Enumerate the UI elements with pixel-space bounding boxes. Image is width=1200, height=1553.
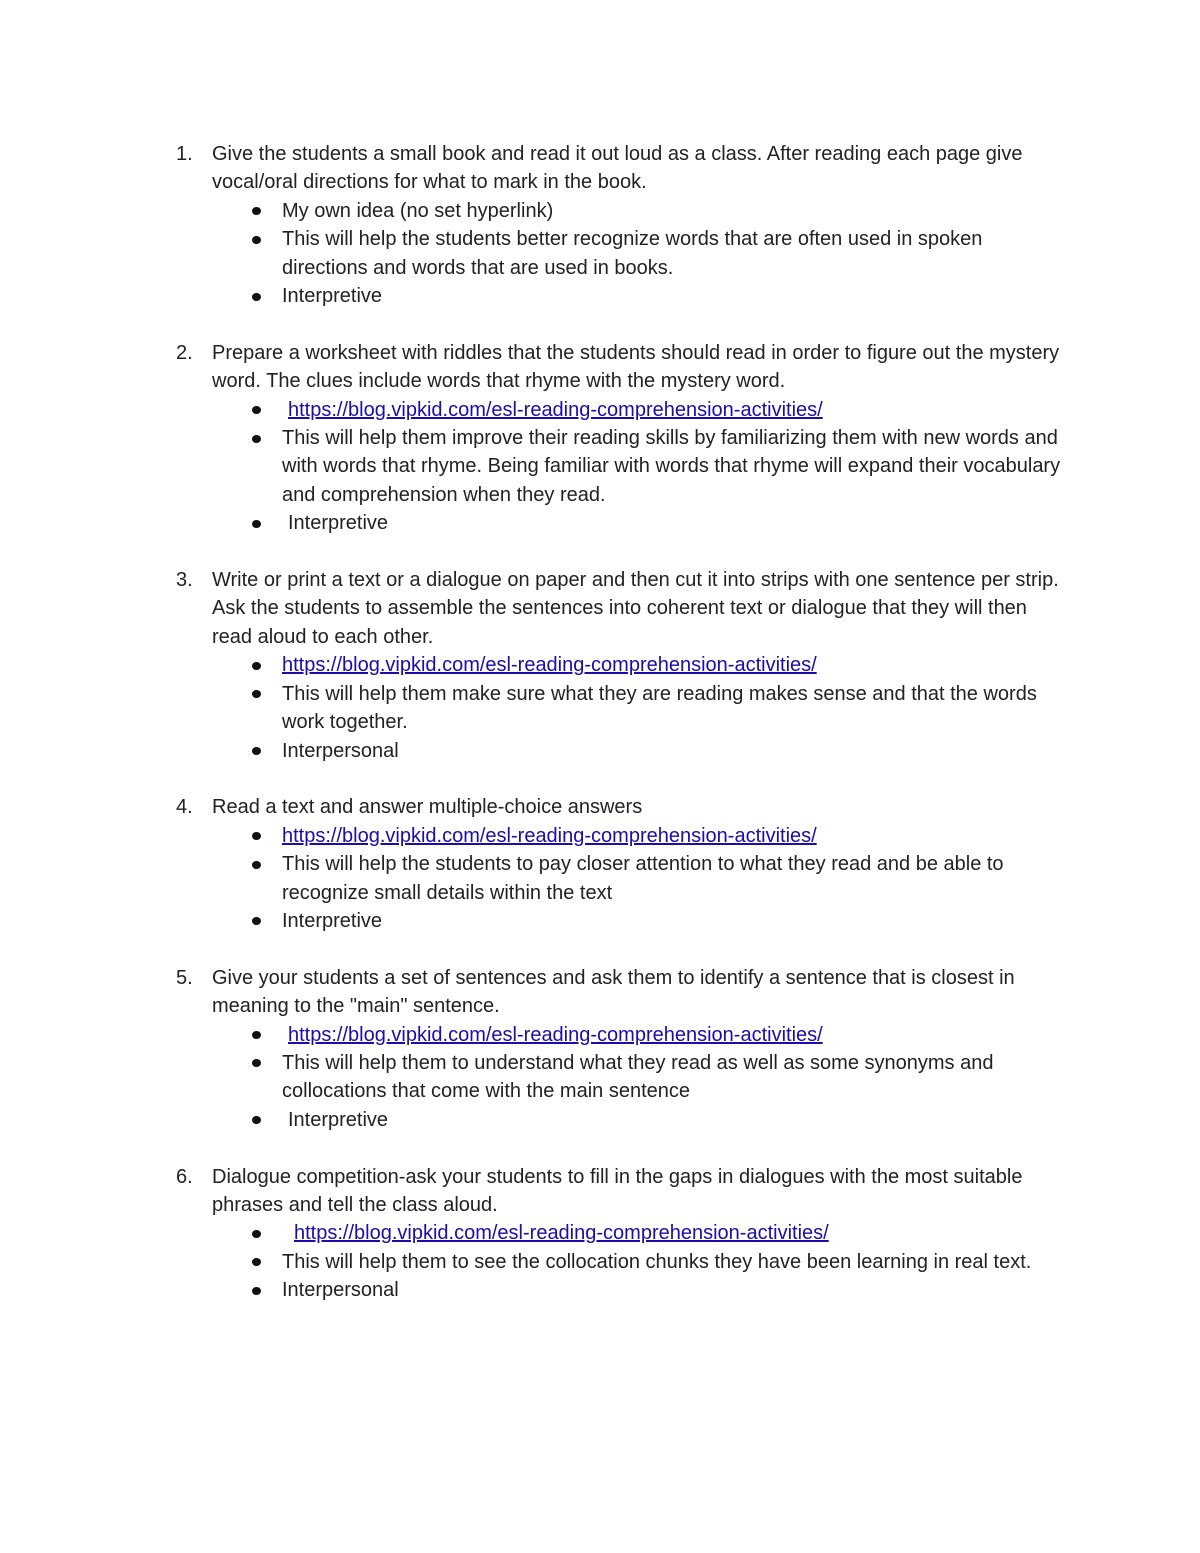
item-body — [212, 964, 1076, 1134]
source-link[interactable]: https://blog.vipkid.com/esl-reading-comprehension-activities/ — [288, 398, 823, 421]
list-item — [176, 1163, 1076, 1305]
list-item — [176, 140, 1076, 310]
source-text: My own idea (no set hyperlink) — [282, 199, 554, 222]
item-details — [212, 197, 1076, 311]
item-number: 5. — [176, 966, 193, 989]
purpose-text: This will help them to understand what they read as well as some synonyms and collocations that come with the main sentence — [282, 1051, 994, 1103]
purpose-text: This will help the students better recognize words that are often used in spoken directions and words that are used in books. — [282, 228, 983, 279]
item-details — [212, 396, 1076, 538]
source-text — [282, 822, 1062, 850]
bullet-icon — [248, 1049, 282, 1077]
bullet-icon — [248, 197, 282, 225]
detail-mode — [248, 282, 1076, 310]
source-link[interactable]: https://blog.vipkid.com/esl-reading-comprehension-activities/ — [294, 1222, 829, 1245]
detail-source — [248, 651, 1076, 679]
bullet-icon — [248, 850, 282, 878]
source-text — [282, 651, 1062, 679]
item-body — [212, 339, 1076, 538]
detail-mode — [248, 509, 1076, 537]
item-description: Dialogue competition-ask your students to fill in the gaps in dialogues with the most suitable phrases and tell the class aloud. — [212, 1165, 1023, 1216]
mode-text: Interpretive — [288, 512, 389, 535]
item-description: Prepare a worksheet with riddles that the students should read in order to figure out the mystery word. The clues include words that rhyme with the mystery word. — [212, 341, 1060, 393]
detail-purpose — [248, 225, 1076, 282]
detail-mode — [248, 737, 1076, 765]
item-number: 6. — [176, 1165, 193, 1188]
detail-source — [248, 1219, 1076, 1247]
item-body — [212, 566, 1076, 765]
item-details — [212, 822, 1076, 936]
mode-text: Interpretive — [282, 285, 383, 308]
mode-text: Interpretive — [288, 1108, 389, 1131]
item-description: Write or print a text or a dialogue on paper and then cut it into strips with one sentence per strip. Ask the students to assemble the sentences into coherent text or dialogue that they will then read aloud to each other. — [212, 569, 1059, 648]
bullet-icon — [248, 737, 282, 765]
bullet-icon — [248, 1248, 282, 1276]
bullet-icon — [248, 509, 282, 537]
activity-list — [176, 140, 1076, 1333]
list-item — [176, 793, 1076, 935]
bullet-icon — [248, 907, 282, 935]
bullet-icon — [248, 225, 282, 253]
item-details — [212, 651, 1076, 765]
mode-text: Interpersonal — [282, 1279, 399, 1302]
item-details — [212, 1021, 1076, 1135]
detail-purpose — [248, 424, 1076, 509]
source-text — [282, 1219, 1074, 1247]
detail-source — [248, 1021, 1076, 1049]
bullet-icon — [248, 1021, 282, 1049]
bullet-icon — [248, 1219, 282, 1247]
source-link[interactable]: https://blog.vipkid.com/esl-reading-comprehension-activities/ — [282, 824, 817, 847]
item-body — [212, 140, 1076, 310]
bullet-icon — [248, 1276, 282, 1304]
bullet-icon — [248, 424, 282, 452]
purpose-text: This will help them to see the collocation chunks they have been learning in real text. — [282, 1250, 1032, 1273]
bullet-icon — [248, 651, 282, 679]
mode-text: Interpretive — [282, 909, 383, 932]
bullet-icon — [248, 680, 282, 708]
list-item — [176, 339, 1076, 538]
bullet-icon — [248, 1106, 282, 1134]
detail-source — [248, 197, 1076, 225]
detail-purpose — [248, 1248, 1076, 1276]
bullet-icon — [248, 282, 282, 310]
source-link[interactable]: https://blog.vipkid.com/esl-reading-comprehension-activities/ — [288, 1023, 823, 1046]
item-description: Give your students a set of sentences and ask them to identify a sentence that is closest in meaning to the "main" sentence. — [212, 966, 1015, 1018]
purpose-text: This will help the students to pay closer attention to what they read and be able to recognize small details within the text — [282, 853, 1004, 904]
detail-mode — [248, 907, 1076, 935]
detail-mode — [248, 1106, 1076, 1134]
item-number: 1. — [176, 143, 193, 165]
purpose-text: This will help them improve their reading skills by familiarizing them with new words and with words that rhyme. Being familiar with words that rhyme will expand their vocabulary and comprehension when they read. — [282, 427, 1061, 506]
item-details — [212, 1219, 1076, 1304]
item-body — [212, 793, 1076, 935]
bullet-icon — [248, 822, 282, 850]
detail-purpose — [248, 680, 1076, 737]
source-link[interactable]: https://blog.vipkid.com/esl-reading-comprehension-activities/ — [282, 654, 817, 677]
item-number: 2. — [176, 341, 193, 364]
item-number: 4. — [176, 796, 193, 819]
list-item — [176, 566, 1076, 765]
detail-mode — [248, 1276, 1076, 1304]
purpose-text: This will help them make sure what they are reading makes sense and that the words work together. — [282, 682, 1037, 734]
detail-purpose — [248, 850, 1076, 907]
source-text — [282, 396, 1068, 424]
bullet-icon — [248, 396, 282, 424]
item-description: Give the students a small book and read it out loud as a class. After reading each page give vocal/oral directions for what to mark in the book. — [212, 143, 1023, 194]
detail-source — [248, 396, 1076, 424]
item-number: 3. — [176, 569, 193, 592]
list-item — [176, 964, 1076, 1134]
item-description: Read a text and answer multiple-choice answers — [212, 796, 643, 819]
source-text — [282, 1021, 1068, 1049]
item-body — [212, 1163, 1076, 1305]
detail-purpose — [248, 1049, 1076, 1106]
mode-text: Interpersonal — [282, 739, 399, 762]
detail-source — [248, 822, 1076, 850]
